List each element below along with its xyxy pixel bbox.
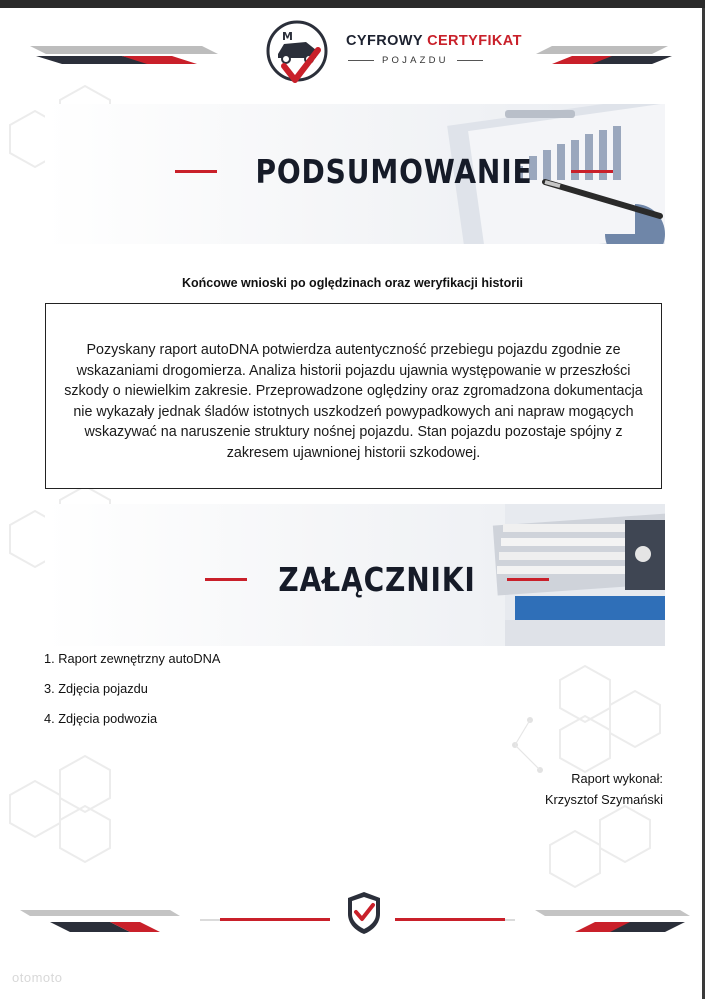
svg-text:M: M (282, 30, 293, 43)
summary-heading (175, 152, 613, 191)
watermark: otomoto (12, 970, 63, 985)
attachments-banner (45, 504, 665, 646)
report-signature (545, 768, 663, 810)
summary-box (45, 303, 662, 489)
summary-banner (45, 104, 665, 244)
brand-title (346, 33, 522, 66)
attachment-item: 3. Zdjęcia pojazdu (44, 681, 148, 696)
car-check-shield-icon (266, 20, 328, 90)
header-stripes-right (532, 42, 672, 74)
attachments-list (44, 651, 220, 741)
summary-subtitle: Końcowe wnioski po oględzinach oraz weryfikacji historii (181, 276, 524, 290)
summary-title: PODSUMOWANIE (255, 152, 533, 191)
signature-label: Raport wykonał: (571, 771, 663, 786)
check-shield-icon (345, 890, 383, 936)
header-stripes-left (22, 42, 222, 74)
brand-subtitle: POJAZDU (382, 55, 449, 66)
brand-word-2: CERTYFIKAT (427, 33, 522, 49)
attachment-item: 4. Zdjęcia podwozia (44, 711, 158, 726)
footer-stripes-right (395, 906, 695, 936)
page-footer (0, 884, 702, 954)
attachments-heading (205, 560, 549, 599)
brand-word-1: CYFROWY (346, 33, 423, 49)
signature-name: Krzysztof Szymański (544, 792, 663, 807)
page-header (0, 8, 702, 88)
attachment-item: 1. Raport zewnętrzny autoDNA (44, 651, 221, 666)
footer-stripes-left (20, 906, 340, 936)
summary-text: Pozyskany raport autoDNA potwierdza autentyczność przebiegu pojazdu zgodnie ze wskazaniami drogomierza. Analiza historii pojazdu ujawnia występowanie w przeszłości szkody o niewielkim zakresie. Przeprowadzone oględziny oraz zgromadzona dokumentacja nie wykazały jednak śladów istotnych uszkodzeń powypadkowych ani napraw mogących wskazywać na naruszenie struktury nośnej pojazdu. Stan pojazdu pozostaje spójny z zakresem ujawnionej historii szkodowej. (64, 342, 643, 461)
top-border (0, 0, 705, 8)
attachments-title: ZAŁĄCZNIKI (278, 560, 476, 599)
